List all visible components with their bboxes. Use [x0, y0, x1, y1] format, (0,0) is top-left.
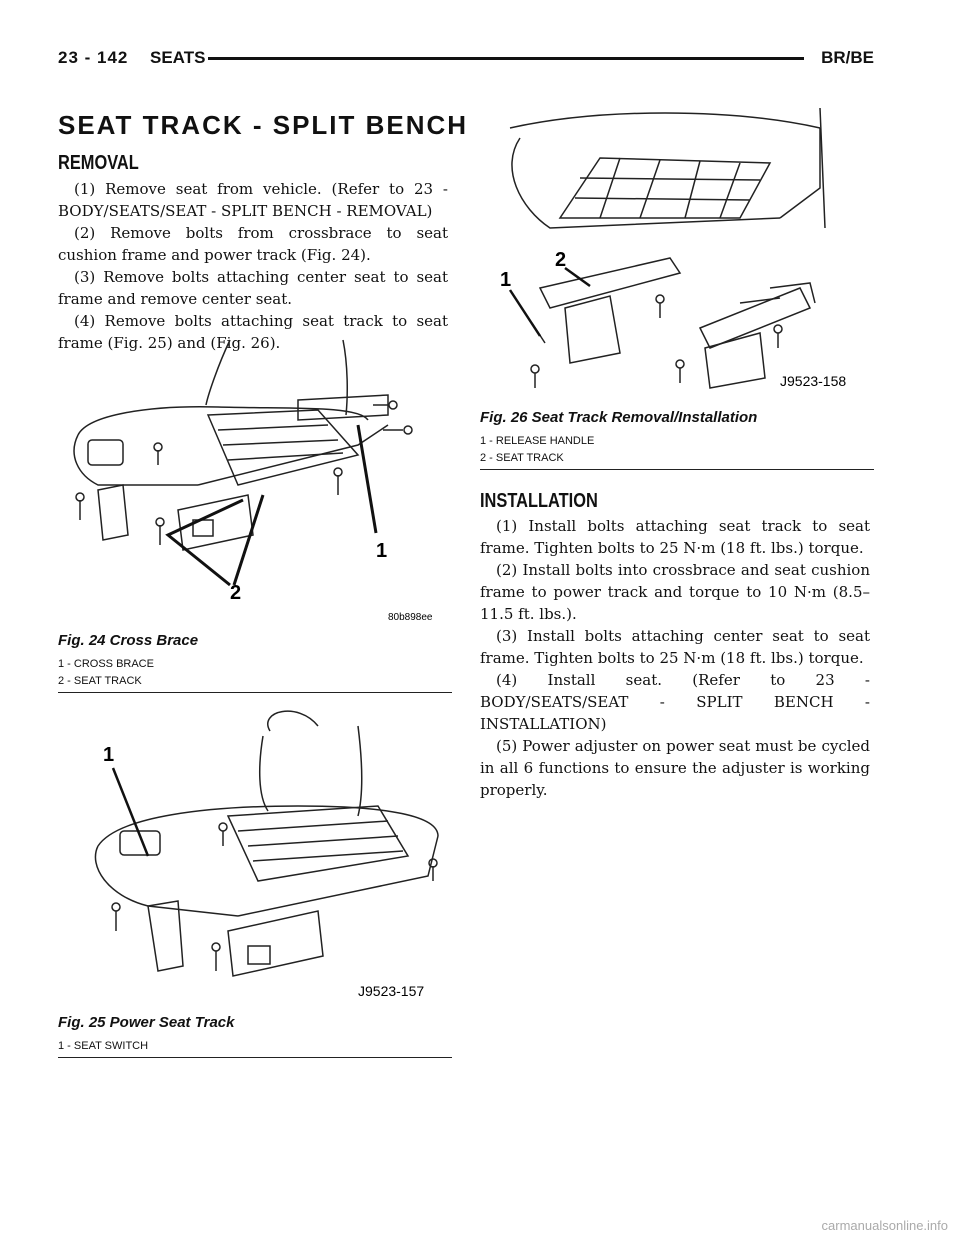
fig24-legend: [58, 656, 154, 690]
installation-steps: [480, 515, 870, 801]
fig24-callout-2: 2: [230, 582, 242, 604]
legend-item: 1 - CROSS BRACE: [58, 658, 154, 670]
fig26-callout-2: 2: [555, 249, 567, 271]
fig26-illustration: [480, 108, 875, 403]
fig26-callout-1: 1: [500, 269, 512, 291]
removal-step: (1) Remove seat from vehicle. (Refer to 23 - BODY/SEATS/SEAT - SPLIT BENCH - REMOVAL): [58, 180, 448, 220]
removal-step: (3) Remove bolts attaching center seat to seat frame and remove center seat.: [58, 268, 448, 308]
watermark: carmanualsonline.info: [821, 1218, 948, 1233]
legend-item: 2 - SEAT TRACK: [480, 452, 564, 464]
legend-item: 1 - SEAT SWITCH: [58, 1040, 149, 1052]
fig26-legend: [480, 433, 594, 467]
fig24-divider: [58, 692, 452, 693]
removal-step: (4) Remove bolts attaching seat track to seat frame (Fig. 25) and (Fig. 26).: [58, 312, 448, 352]
removal-step: (2) Remove bolts from crossbrace to seat cushion frame and power track (Fig. 24).: [58, 224, 448, 264]
fig25-code: J9523-157: [358, 983, 425, 999]
fig24-callout-1: 1: [376, 540, 388, 562]
fig26-code: J9523-158: [780, 373, 847, 389]
installation-step: (2) Install bolts into crossbrace and seat cushion frame to power track and torque to 10 N·m (8.5–11.5 ft. lbs.).: [480, 561, 870, 623]
model-code: BR/BE: [821, 48, 874, 67]
installation-step: (5) Power adjuster on power seat must be cycled in all 6 functions to ensure the adjuster is working properly.: [480, 737, 870, 799]
page-title: SEAT TRACK - SPLIT BENCH: [58, 110, 469, 140]
page-number: 23 - 142: [58, 48, 129, 67]
installation-step: (1) Install bolts attaching seat track to seat frame. Tighten bolts to 25 N·m (18 ft. lbs.) torque.: [480, 517, 870, 557]
legend-item: 2 - SEAT TRACK: [58, 675, 142, 687]
removal-heading: REMOVAL: [58, 152, 139, 174]
installation-step: (3) Install bolts attaching center seat to seat frame. Tighten bolts to 25 N·m (18 ft. lbs.) torque.: [480, 627, 870, 667]
fig25-callout-1: 1: [103, 744, 115, 766]
fig26-caption: Fig. 26 Seat Track Removal/Installation: [480, 409, 758, 426]
installation-heading: INSTALLATION: [480, 490, 598, 512]
fig25-legend: [58, 1038, 148, 1055]
legend-item: 1 - RELEASE HANDLE: [480, 435, 595, 447]
fig24-illustration: [58, 335, 453, 625]
fig25-divider: [58, 1057, 452, 1058]
fig24-code: 80b898ee: [388, 612, 433, 623]
removal-steps: [58, 178, 448, 354]
fig25-illustration: [58, 706, 453, 1006]
fig24-caption: Fig. 24 Cross Brace: [58, 632, 199, 649]
installation-step: (4) Install seat. (Refer to 23 - BODY/SEATS/SEAT - SPLIT BENCH - INSTALLATION): [480, 671, 870, 733]
header-rule: [208, 57, 804, 60]
section-name: SEATS: [150, 48, 206, 67]
page-header: [58, 48, 874, 74]
fig26-divider: [480, 469, 874, 470]
fig25-caption: Fig. 25 Power Seat Track: [58, 1014, 235, 1031]
